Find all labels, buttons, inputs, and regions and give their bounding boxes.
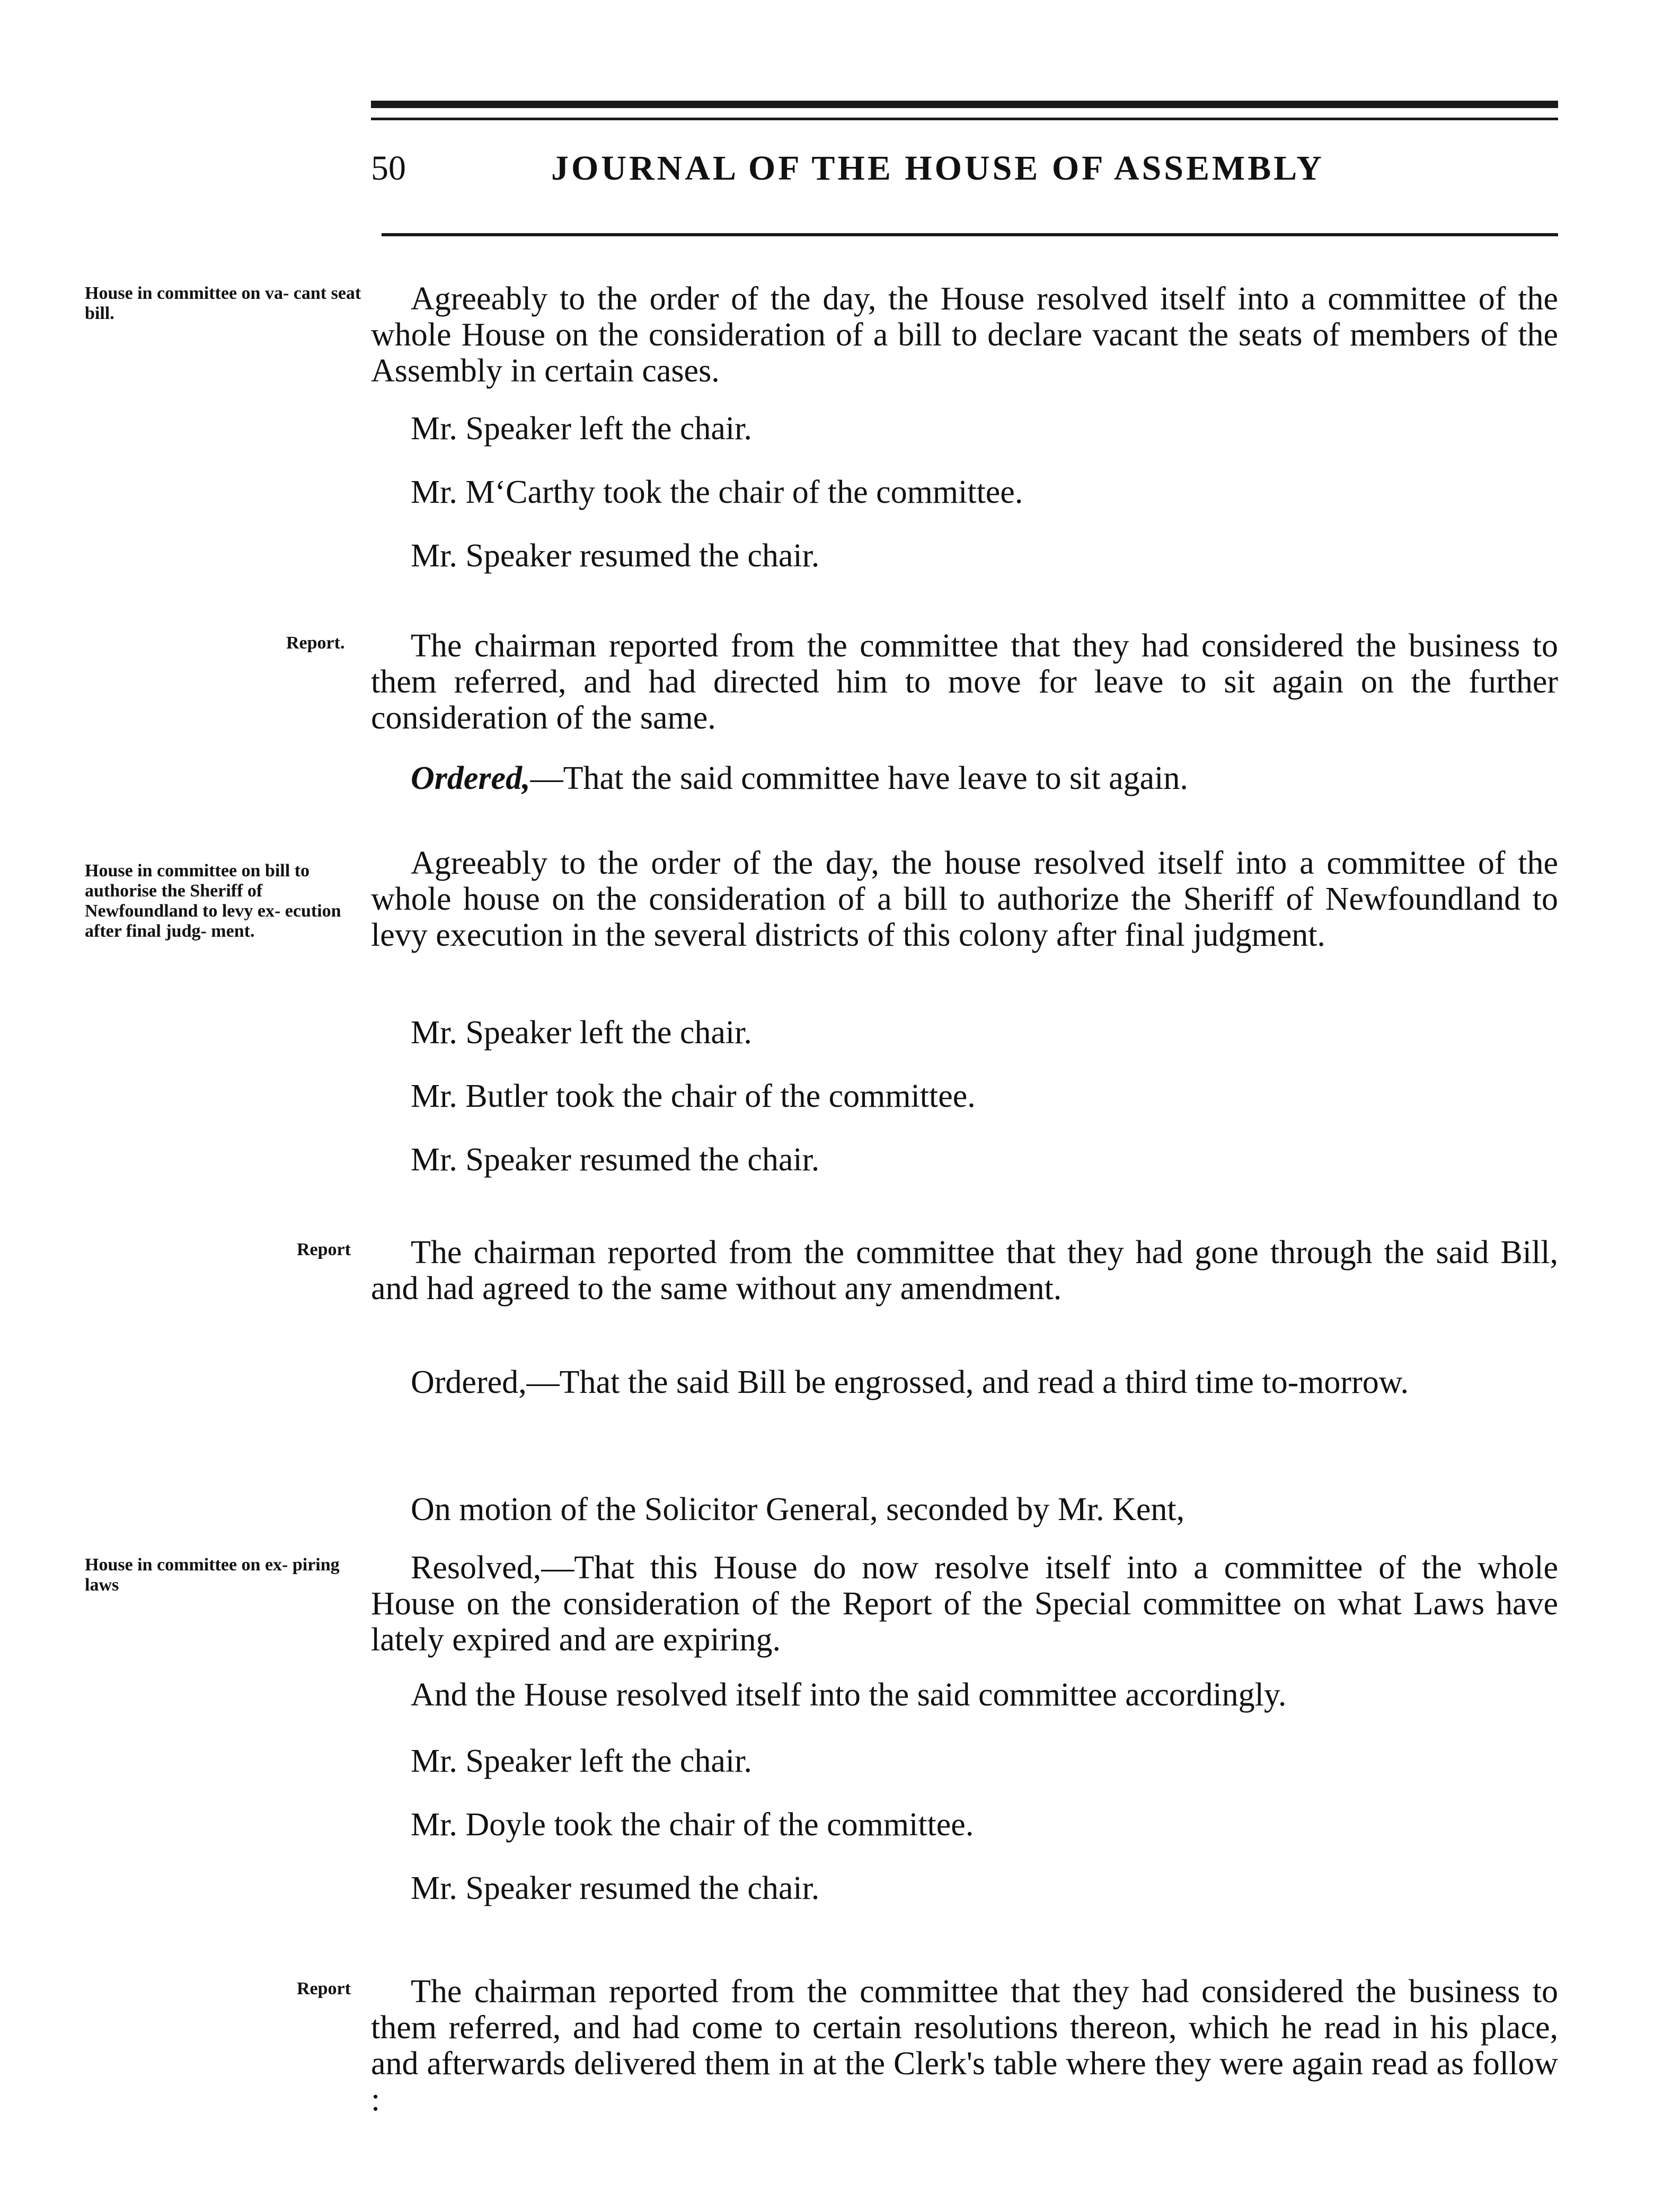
page-header [371,148,1558,212]
margin-note-expiring-laws: House in committee on ex- piring laws [85,1555,340,1595]
margin-label-report: Report [297,1240,351,1259]
ordered-line [411,760,1188,796]
report-paragraph: The chairman reported from the committee that they had considered the business to them referred, and had come to certain resolutions thereon, which he read in his place, and afterwards delivered them in at the Clerk's table where they were again read as follow : [371,1974,1558,2118]
proceeding-line: Mr. Speaker resumed the chair. [411,538,820,574]
proceeding-line: Mr. Speaker resumed the chair. [411,1870,820,1906]
margin-label-report: Report. [286,633,345,653]
ordered-label: Ordered, [411,760,530,796]
paragraph-vacant-seat: Agreeably to the order of the day, the House resolved itself into a committee of the whole House on the consideration of a bill to declare vacant the seats of members of the Assembly in certain cases. [371,281,1558,389]
proceeding-line: Mr. Speaker resumed the chair. [411,1142,820,1178]
proceeding-line: Mr. M‘Carthy took the chair of the committee. [411,474,1023,510]
page-number: 50 [371,149,406,188]
proceeding-line: Mr. Speaker left the chair. [411,1743,752,1779]
header-rule-thin [371,118,1558,120]
ordered-text: —That the said committee have leave to sit again. [530,760,1188,796]
motion-line: On motion of the Solicitor General, seconded by Mr. Kent, [411,1491,1185,1527]
ordered-paragraph: Ordered,—That the said Bill be engrossed, and read a third time to-morrow. [411,1364,1409,1400]
header-rule-bottom [382,233,1558,236]
report-paragraph: The chairman reported from the committee that they had considered the business to them referred, and had directed him to move for leave to sit again on the further consideration of the same. [371,628,1558,736]
margin-note-vacant-seat: House in committee on va- cant seat bill. [85,283,361,323]
margin-note-sheriff-bill: House in committee on bill to authorise the Sheriff of Newfoundland to levy ex- ecution after final judg- ment. [85,861,341,941]
running-title: JOURNAL OF THE HOUSE OF ASSEMBLY [551,149,1324,188]
proceeding-line: Mr. Doyle took the chair of the committee. [411,1807,974,1843]
report-paragraph: The chairman reported from the committee that they had gone through the said Bill, and had agreed to the same without any amendment. [371,1234,1558,1307]
margin-label-report: Report [297,1979,351,1998]
paragraph-sheriff-bill: Agreeably to the order of the day, the house resolved itself into a committee of the whole house on the consideration of a bill to authorize the Sheriff of Newfoundland to levy execution in the several districts of this colony after final judgment. [371,845,1558,953]
proceeding-line: Mr. Speaker left the chair. [411,1015,752,1051]
accordingly-line: And the House resolved itself into the said committee accordingly. [411,1677,1287,1713]
header-rule-thick [371,101,1558,108]
proceeding-line: Mr. Speaker left the chair. [411,411,752,447]
proceeding-line: Mr. Butler took the chair of the committee. [411,1078,976,1114]
paragraph-expiring-laws: Resolved,—That this House do now resolve itself into a committee of the whole House on the consideration of the Report of the Special committee on what Laws have lately expired and are expiring. [371,1550,1558,1658]
